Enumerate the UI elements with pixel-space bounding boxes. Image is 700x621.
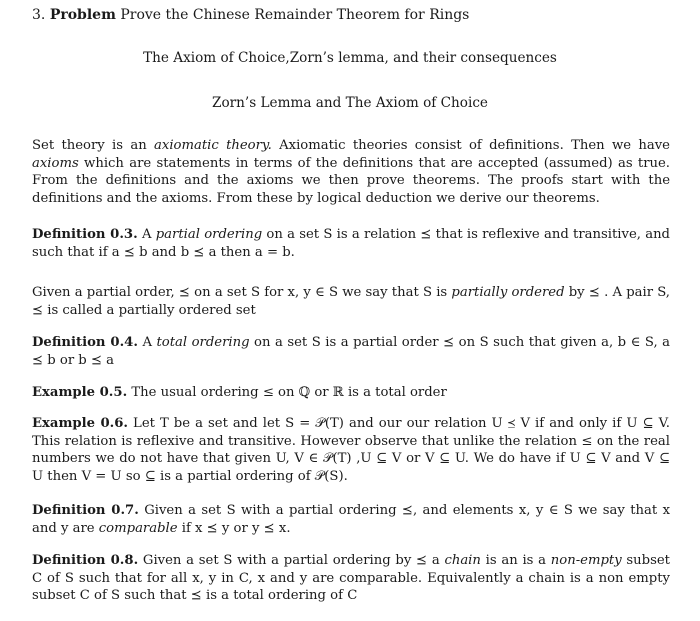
definition-0-3: Definition 0.3. A partial ordering on a set S is a relation ⪯ that is reflexive and transitive, and such that if a ⪯ b and b ⪯ a then a = b. [32,227,670,260]
example-label: Example 0.5. [32,385,128,400]
definition-label: Definition 0.8. [32,553,139,568]
example-0-5: Example 0.5. The usual ordering ≤ on ℚ or ℝ is a total order [32,385,447,400]
definition-label: Definition 0.3. [32,227,138,242]
definition-0-8: Definition 0.8. Given a set S with a partial ordering by ⪯ a chain is an is a non-empty subset C of S such that for all x, y in C, x and y are comparable. Equivalently a chain is a non empty subset C of S such that ⪯ is a total ordering of C [32,553,670,604]
problem-statement: 3. Problem Prove the Chinese Remainder Theorem for Rings [32,7,470,23]
partial-order-paragraph: Given a partial order, ⪯ on a set S for x, y ∈ S we say that S is partially ordered by ⪯ . A pair S, ⪯ is called a partially ordered set [32,285,671,318]
definition-label: Definition 0.7. [32,503,139,518]
problem-label: Problem [49,7,116,23]
intro-paragraph: Set theory is an axiomatic theory. Axiomatic theories consist of definitions. Then we have axioms which are statements in terms of the definitions that are accepted (assumed) as true. From the definitions and the axioms we then prove theorems. The proofs start with the definitions and the axioms. From these by logical deduction we derive our theorems. [32,138,670,206]
section-title: Zorn’s Lemma and The Axiom of Choice [212,95,488,111]
chapter-title: The Axiom of Choice,Zorn’s lemma, and their consequences [143,50,557,66]
example-0-6: Example 0.6. Let T be a set and let S = 𝒫(T) and our our relation U ⪯ V if and only if U ⊆ V. This relation is reflexive and transitive. However observe that unlike the relation ≤ on the real numbers we do not have that given U, V ∈ 𝒫(T) ,U ⊆ V or V ⊆ U. We do have if U ⊆ V and V ⊆ U then V = U so ⊆ is a partial ordering of 𝒫(S). [32,416,670,484]
definition-0-4: Definition 0.4. A total ordering on a set S is a partial order ⪯ on S such that given a, b ∈ S, a ⪯ b or b ⪯ a [32,335,670,368]
definition-0-7: Definition 0.7. Given a set S with a partial ordering ⪯, and elements x, y ∈ S we say that x and y are comparable if x ⪯ y or y ⪯ x. [32,503,670,536]
definition-label: Definition 0.4. [32,335,138,350]
example-label: Example 0.6. [32,416,129,431]
